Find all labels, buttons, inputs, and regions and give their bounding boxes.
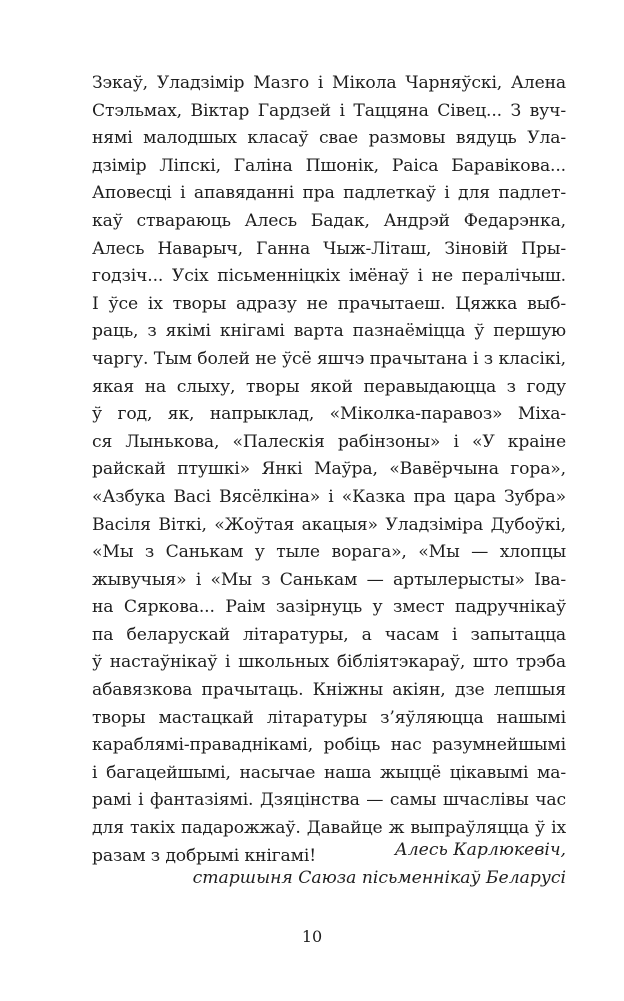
text-line: Васіля Віткі, «Жоўтая акацыя» Уладзіміра Дубоўкі, <box>92 514 566 535</box>
text-line: Стэльмах, Віктар Гардзей і Таццяна Сівец... З вуч- <box>92 100 566 121</box>
text-line: якая на слыху, творы якой перавыдаюцца з году <box>92 376 566 397</box>
text-line: рамі і фантазіямі. Дзяцінства — самы шчаслівы час <box>92 790 566 811</box>
text-line: дзімір Ліпскі, Галіна Пшонік, Раіса Баравікова... <box>92 155 566 176</box>
text-line: ў год, як, напрыклад, «Міколка-паравоз» Міха- <box>92 404 566 425</box>
text-line: ся Лынькова, «Палескія рабінзоны» і «У краіне <box>92 431 566 452</box>
text-line: годзіч... Усіх пісьменніцкіх імёнаў і не пералічыш. <box>92 266 566 287</box>
text-line: абавязкова прачытаць. Кніжны акіян, дзе лепшыя <box>92 680 566 701</box>
text-line: ў настаўнікаў і школьных бібліятэкараў, што трэба <box>92 652 566 673</box>
text-line: Зэкаў, Уладзімір Мазго і Мікола Чарняўскі, Алена <box>92 73 566 93</box>
text-line: райскай птушкі» Янкі Маўра, «Вавёрчына гора», <box>92 459 566 480</box>
text-line: творы мастацкай літаратуры з’яўляюцца нашымі <box>92 707 566 728</box>
text-line: каў ствараюць Алесь Бадак, Андрэй Федарэнка, <box>92 210 566 231</box>
text-line: на Сяркова... Раім зазірнуць у змест падручнікаў <box>92 597 566 618</box>
text-line: па беларускай літаратуры, а часам і запытацца <box>92 624 566 645</box>
body-text <box>92 70 566 870</box>
text-line: караблямі-праваднікамі, робіць нас разумнейшымі <box>92 735 566 756</box>
text-line: чаргу. Тым болей не ўсё яшчэ прачытана і з класікі, <box>92 348 566 369</box>
text-line: раць, з якімі кнігамі варта пазнаёміцца ў першую <box>92 321 566 342</box>
page-number: 10 <box>301 927 323 946</box>
text-line: Алесь Наварыч, Ганна Чыж-Літаш, Зіновій Пры- <box>92 238 566 259</box>
signature <box>193 836 566 892</box>
text-line: «Азбука Васі Вясёлкіна» і «Казка пра цара Зубра» <box>92 486 566 507</box>
text-line: «Мы з Санькам у тыле ворага», «Мы — хлопцы <box>92 542 566 563</box>
text-line: Аповесці і апавяданні пра падлеткаў і для падлет- <box>92 183 566 204</box>
text-line: нямі малодшых класаў свае размовы вядуць Ула- <box>92 128 566 149</box>
text-line: і багацейшымі, насычае наша жыццё цікавымі ма- <box>92 762 566 783</box>
signature-title: старшыня Саюза пісьменнікаў Беларусі <box>192 868 566 888</box>
text-line: І ўсе іх творы адразу не прачытаеш. Цяжка выб- <box>92 293 566 314</box>
signature-author: Алесь Карлюкевіч, <box>394 840 566 860</box>
text-line: разам з добрымі кнігамі! <box>92 845 316 866</box>
text-line: жывучыя» і «Мы з Санькам — артылерысты» Іва- <box>92 569 566 590</box>
text-line: для такіх падарожжаў. Давайце ж выпраўляцца ў іх <box>92 818 566 839</box>
